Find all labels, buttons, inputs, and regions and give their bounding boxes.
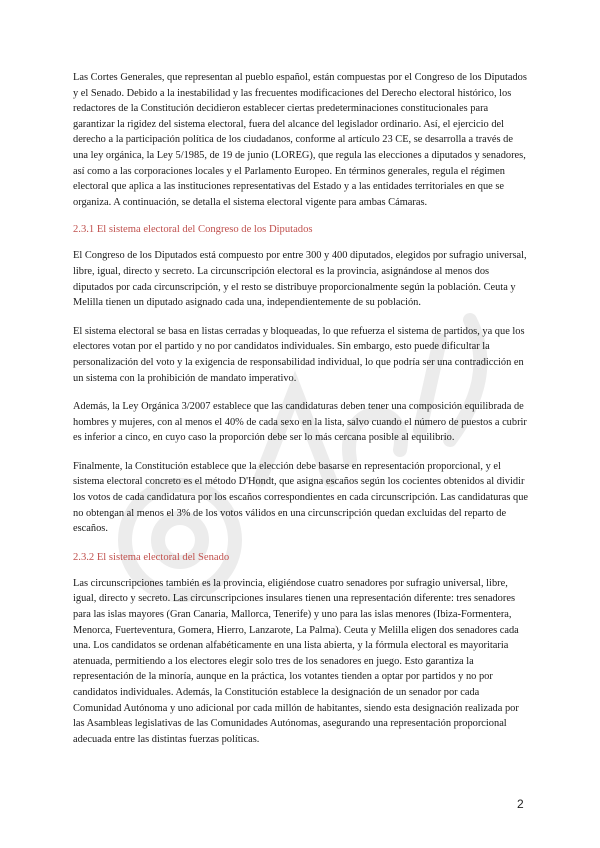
congreso-paragraph-3: Además, la Ley Orgánica 3/2007 establece que las candidaturas deben tener una composición equilibrada de hombres y mujeres, con al menos el 40% de cada sexo en la lista, salvo cuando el número de puestos a cubrir es inferior a cinco, en cuyo caso la proporción debe ser lo más cercana posible al equilibrio.	[73, 401, 527, 444]
section-heading-congreso: 2.3.1 El sistema electoral del Congreso de los Diputados	[73, 224, 313, 236]
congreso-paragraph-4: Finalmente, la Constitución establece que la elección debe basarse en representación proporcional, y el sistema electoral concreto es el método D'Hondt, que asigna escaños según los cocientes obtenidos al dividir los votos de cada candidatura por los escaños correspondientes en cada circunscripción. Las candidaturas que no obtengan al menos el 3% de los votos válidos en una circunscripción quedan excluidas del reparto de escaños.	[73, 460, 528, 535]
congreso-paragraph-1: El Congreso de los Diputados está compuesto por entre 300 y 400 diputados, elegidos por sufragio universal, libre, igual, directo y secreto. La circunscripción electoral es la provincia, asignándose al menos dos diputados por cada circunscripción, y el resto se distribuye proporcionalmente según la población. Ceuta y Melilla tienen un diputado asignado cada una, independientemente de su población.	[73, 250, 527, 309]
senado-paragraph-1: Las circunscripciones también es la provincia, eligiéndose cuatro senadores por sufragio universal, libre, igual, directo y secreto. Las circunscripciones insulares tienen una representación diferente: tres senadores para las islas mayores (Gran Canaria, Mallorca, Tenerife) y uno para las islas menores (Ibiza-Formentera, Menorca, Fuerteventura, Gomera, Hierro, Lanzarote, La Palma). Ceuta y Melilla eligen dos senadores cada una. Los candidatos se ordenan alfabéticamente en una lista abierta, y la fórmula electoral es mayoritaria atenuada, permitiendo a los electores elegir solo tres de los senadores en juego. Esto garantiza la representación de la minoría, aunque en la práctica, los votantes tienden a optar por partidos y no por candidatos individuales. Además, la Constitución establece la designación de un senador por cada Comunidad Autónoma y uno adicional por cada millón de habitantes, siendo esta designación realizada por las Asambleas legislativas de las Comunidades Autónomas, asegurando una representación proporcional adecuada entre las distintas fuerzas políticas.	[73, 577, 519, 745]
section-heading-senado: 2.3.2 El sistema electoral del Senado	[73, 551, 230, 563]
intro-paragraph: Las Cortes Generales, que representan al pueblo español, están compuestas por el Congreso de los Diputados y el Senado. Debido a la inestabilidad y las frecuentes modificaciones del Derecho electoral histórico, los redactores de la Constitución decidieron establecer ciertas predeterminaciones constitucionales para garantizar la rigidez del sistema electoral, fuera del alcance del legislador ordinario. Así, el ejercicio del derecho a la participación política de los ciudadanos, conforme al artículo 23 CE, se desarrolla a través de una ley orgánica, la Ley 5/1985, de 19 de junio (LOREG), que regula las elecciones a diputados y senadores, así como a las corporaciones locales y el Parlamento Europeo. En términos generales, regula el régimen electoral que aplica a las instituciones representativas del Estado y a las entidades territoriales en que se organiza. A continuación, se detalla el sistema electoral vigente para ambas Cámaras.	[73, 72, 527, 208]
page-number: 2	[517, 797, 524, 811]
document-body	[73, 70, 529, 760]
congreso-paragraph-2: El sistema electoral se basa en listas cerradas y bloqueadas, lo que refuerza el sistema de partidos, ya que los electores votan por el partido y no por candidatos individuales. Sin embargo, esto puede dificultar la personalización del voto y la exigencia de responsabilidad individual, lo que podría ser una contradicción en un sistema con la prohibición de mandato imperativo.	[73, 325, 525, 384]
